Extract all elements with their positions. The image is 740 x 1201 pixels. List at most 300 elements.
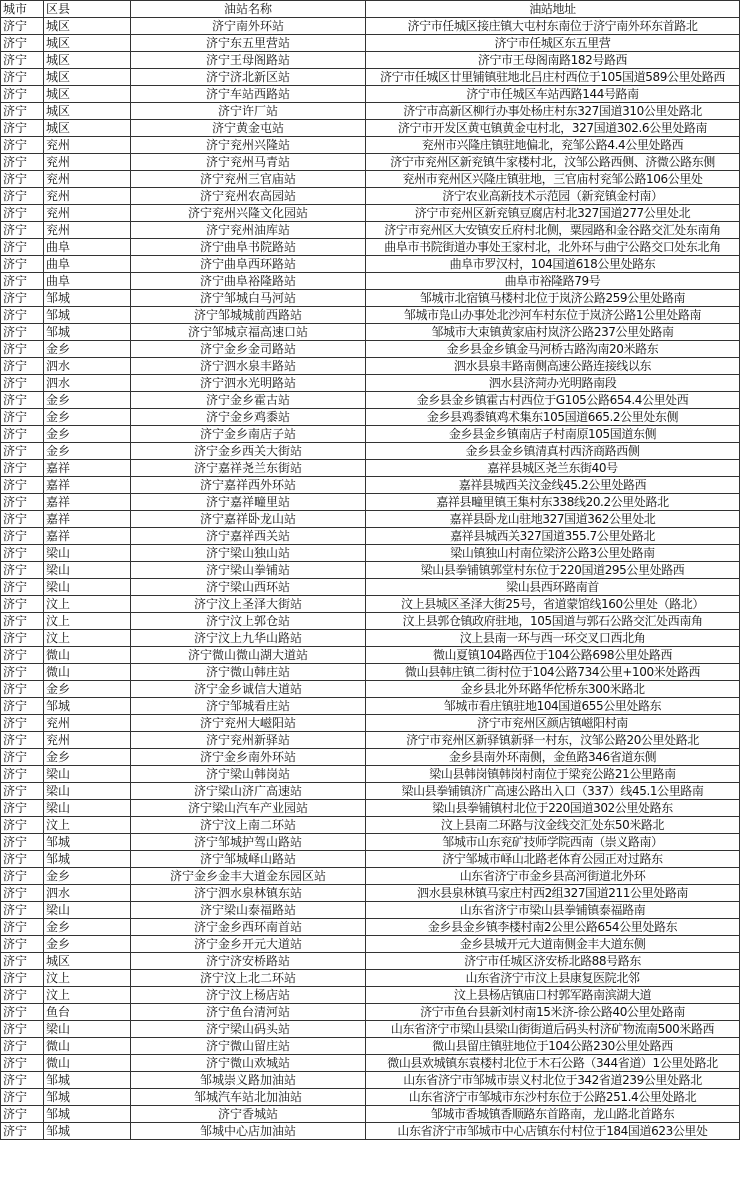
- cell-district: 城区: [44, 103, 131, 120]
- cell-station-address: 山东省济宁市梁山县梁山街街道后码头村济矿物流南500米路西: [366, 1021, 740, 1038]
- table-row: [1, 1021, 740, 1038]
- cell-station-address: 济宁市任城区接庄镇大屯村东南位于济宁南外环东首路北: [366, 18, 740, 35]
- cell-district: 城区: [44, 953, 131, 970]
- cell-city: 济宁: [1, 783, 44, 800]
- cell-city: 济宁: [1, 630, 44, 647]
- cell-district: 曲阜: [44, 273, 131, 290]
- table-row: [1, 579, 740, 596]
- cell-station-name: 济宁嘉祥尧兰东街站: [131, 460, 366, 477]
- cell-district: 微山: [44, 1055, 131, 1072]
- cell-station-name: 济宁邹城看庄站: [131, 698, 366, 715]
- cell-city: 济宁: [1, 120, 44, 137]
- cell-city: 济宁: [1, 732, 44, 749]
- cell-station-address: 金乡县南外环南侧，金鱼路346省道东侧: [366, 749, 740, 766]
- cell-district: 邹城: [44, 307, 131, 324]
- cell-station-name: 济宁邹城护驾山路站: [131, 834, 366, 851]
- cell-city: 济宁: [1, 613, 44, 630]
- table-row: [1, 562, 740, 579]
- cell-city: 济宁: [1, 273, 44, 290]
- cell-station-name: 济宁邹城京福高速口站: [131, 324, 366, 341]
- cell-station-name: 济宁王母阁路站: [131, 52, 366, 69]
- cell-station-name: 济宁微山留庄站: [131, 1038, 366, 1055]
- cell-station-address: 济宁市鱼台县新刘村南15米济-徐公路40公里处路南: [366, 1004, 740, 1021]
- cell-city: 济宁: [1, 562, 44, 579]
- cell-district: 兖州: [44, 188, 131, 205]
- cell-station-name: 济宁梁山韩岗站: [131, 766, 366, 783]
- table-row: [1, 647, 740, 664]
- cell-city: 济宁: [1, 749, 44, 766]
- cell-city: 济宁: [1, 681, 44, 698]
- cell-city: 济宁: [1, 715, 44, 732]
- cell-district: 邹城: [44, 1106, 131, 1123]
- cell-station-name: 济宁梁山泰福路站: [131, 902, 366, 919]
- cell-station-name: 济宁嘉祥西关站: [131, 528, 366, 545]
- cell-station-address: 邹城市看庄镇驻地104国道655公里处路东: [366, 698, 740, 715]
- cell-district: 梁山: [44, 579, 131, 596]
- cell-city: 济宁: [1, 919, 44, 936]
- cell-district: 嘉祥: [44, 460, 131, 477]
- cell-district: 兖州: [44, 137, 131, 154]
- table-row: [1, 885, 740, 902]
- cell-station-name: 邹城中心店加油站: [131, 1123, 366, 1140]
- cell-city: 济宁: [1, 885, 44, 902]
- table-row: [1, 409, 740, 426]
- table-row: [1, 630, 740, 647]
- cell-station-address: 山东省济宁市金乡县高河街道北外环: [366, 868, 740, 885]
- cell-district: 嘉祥: [44, 528, 131, 545]
- table-row: [1, 545, 740, 562]
- cell-station-name: 济宁东五里营站: [131, 35, 366, 52]
- table-row: [1, 987, 740, 1004]
- table-row: [1, 868, 740, 885]
- cell-station-address: 曲阜市罗汉村，104国道618公里处路东: [366, 256, 740, 273]
- cell-station-address: 济宁市兖州区新兖镇豆腐店村北327国道277公里处北: [366, 205, 740, 222]
- table-row: [1, 154, 740, 171]
- table-row: [1, 766, 740, 783]
- cell-station-address: 金乡县金乡镇南店子村南原105国道东侧: [366, 426, 740, 443]
- cell-station-name: 济宁微山欢城站: [131, 1055, 366, 1072]
- cell-station-name: 邹城汽车站北加油站: [131, 1089, 366, 1106]
- cell-station-name: 济宁金乡南外环站: [131, 749, 366, 766]
- cell-district: 兖州: [44, 171, 131, 188]
- cell-station-name: 济宁梁山济广高速站: [131, 783, 366, 800]
- table-row: [1, 239, 740, 256]
- table-row: [1, 596, 740, 613]
- cell-city: 济宁: [1, 35, 44, 52]
- cell-station-address: 济宁市兖州区颜店镇嵫阳村南: [366, 715, 740, 732]
- table-row: [1, 324, 740, 341]
- table-row: [1, 970, 740, 987]
- cell-station-name: 济宁济安桥路站: [131, 953, 366, 970]
- cell-station-address: 汶上县南二环路与汶金线交汇处东50米路北: [366, 817, 740, 834]
- cell-station-address: 济宁市兖州区新兖镇牛家楼村北，汶邹公路西侧、济微公路东侧: [366, 154, 740, 171]
- cell-station-address: 邹城市凫山办事处北沙河车村东位于岚济公路1公里处路南: [366, 307, 740, 324]
- cell-station-name: 济宁鱼台清河站: [131, 1004, 366, 1021]
- cell-district: 汶上: [44, 630, 131, 647]
- table-row: [1, 392, 740, 409]
- table-row: [1, 919, 740, 936]
- table-body: [1, 18, 740, 1140]
- cell-city: 济宁: [1, 341, 44, 358]
- cell-station-name: 济宁邹城白马河站: [131, 290, 366, 307]
- cell-city: 济宁: [1, 494, 44, 511]
- cell-station-name: 济宁黄金屯站: [131, 120, 366, 137]
- table-row: [1, 35, 740, 52]
- cell-station-name: 济宁微山韩庄站: [131, 664, 366, 681]
- cell-city: 济宁: [1, 936, 44, 953]
- table-row: [1, 52, 740, 69]
- table-row: [1, 460, 740, 477]
- cell-station-address: 汶上县郭仓镇政府驻地，105国道与郭石公路交汇处西南角: [366, 613, 740, 630]
- table-row: [1, 1004, 740, 1021]
- cell-station-address: 邹城市北宿镇马楼村北位于岚济公路259公里处路南: [366, 290, 740, 307]
- cell-station-name: 济宁金乡西关大街站: [131, 443, 366, 460]
- cell-station-name: 济宁汶上郭仓站: [131, 613, 366, 630]
- cell-station-name: 济宁济北新区站: [131, 69, 366, 86]
- table-row: [1, 273, 740, 290]
- cell-district: 邹城: [44, 698, 131, 715]
- cell-station-name: 济宁兖州三官庙站: [131, 171, 366, 188]
- cell-city: 济宁: [1, 154, 44, 171]
- cell-city: 济宁: [1, 579, 44, 596]
- cell-district: 汶上: [44, 970, 131, 987]
- cell-station-address: 嘉祥县疃里镇王集村东338线20.2公里处路北: [366, 494, 740, 511]
- cell-station-address: 梁山镇独山村南位梁济公路3公里处路南: [366, 545, 740, 562]
- cell-district: 城区: [44, 120, 131, 137]
- cell-district: 邹城: [44, 1072, 131, 1089]
- cell-district: 汶上: [44, 817, 131, 834]
- cell-station-address: 微山县韩庄镇二街村位于104公路734公里+100米处路西: [366, 664, 740, 681]
- table-row: [1, 936, 740, 953]
- table-row: [1, 902, 740, 919]
- cell-district: 兖州: [44, 715, 131, 732]
- cell-station-name: 济宁微山微山湖大道站: [131, 647, 366, 664]
- cell-station-name: 济宁梁山码头站: [131, 1021, 366, 1038]
- cell-city: 济宁: [1, 1072, 44, 1089]
- cell-city: 济宁: [1, 817, 44, 834]
- cell-station-name: 济宁汶上南二环站: [131, 817, 366, 834]
- cell-district: 城区: [44, 35, 131, 52]
- cell-city: 济宁: [1, 528, 44, 545]
- table-row: [1, 715, 740, 732]
- cell-district: 金乡: [44, 681, 131, 698]
- cell-station-address: 曲阜市裕隆路79号: [366, 273, 740, 290]
- cell-city: 济宁: [1, 1106, 44, 1123]
- table-row: [1, 443, 740, 460]
- cell-station-name: 济宁兖州马青站: [131, 154, 366, 171]
- cell-station-address: 梁山县拳铺镇村北位于220国道302公里处路东: [366, 800, 740, 817]
- cell-station-name: 济宁香城站: [131, 1106, 366, 1123]
- cell-station-address: 山东省济宁市梁山县拳铺镇泰福路南: [366, 902, 740, 919]
- cell-station-name: 济宁梁山拳铺站: [131, 562, 366, 579]
- cell-district: 曲阜: [44, 239, 131, 256]
- cell-city: 济宁: [1, 443, 44, 460]
- cell-city: 济宁: [1, 800, 44, 817]
- table-row: [1, 494, 740, 511]
- cell-district: 金乡: [44, 749, 131, 766]
- cell-station-address: 济宁市任城区济安桥北路88号路东: [366, 953, 740, 970]
- cell-station-address: 济宁农业高新技术示范园（新兖镇金村南）: [366, 188, 740, 205]
- cell-station-name: 济宁曲阜西环路站: [131, 256, 366, 273]
- cell-district: 鱼台: [44, 1004, 131, 1021]
- cell-city: 济宁: [1, 511, 44, 528]
- cell-station-name: 济宁车站西路站: [131, 86, 366, 103]
- table-row: [1, 1072, 740, 1089]
- cell-district: 邹城: [44, 290, 131, 307]
- cell-district: 梁山: [44, 783, 131, 800]
- cell-district: 金乡: [44, 341, 131, 358]
- cell-station-name: 济宁南外环站: [131, 18, 366, 35]
- cell-station-address: 梁山县西环路南首: [366, 579, 740, 596]
- cell-city: 济宁: [1, 868, 44, 885]
- cell-station-name: 济宁梁山独山站: [131, 545, 366, 562]
- table-row: [1, 477, 740, 494]
- cell-district: 嘉祥: [44, 477, 131, 494]
- cell-district: 邹城: [44, 834, 131, 851]
- table-row: [1, 307, 740, 324]
- cell-station-name: 济宁金乡金司路站: [131, 341, 366, 358]
- cell-district: 嘉祥: [44, 511, 131, 528]
- cell-station-address: 济宁市王母阁南路182号路西: [366, 52, 740, 69]
- cell-city: 济宁: [1, 698, 44, 715]
- cell-district: 城区: [44, 52, 131, 69]
- cell-district: 金乡: [44, 919, 131, 936]
- cell-station-name: 济宁兖州兴隆文化园站: [131, 205, 366, 222]
- cell-city: 济宁: [1, 171, 44, 188]
- cell-city: 济宁: [1, 970, 44, 987]
- table-row: [1, 851, 740, 868]
- cell-district: 金乡: [44, 392, 131, 409]
- cell-station-address: 曲阜市书院街道办事处王家村北，北外环与曲宁公路交口处东北角: [366, 239, 740, 256]
- cell-station-address: 济宁市任城区东五里营: [366, 35, 740, 52]
- cell-district: 微山: [44, 664, 131, 681]
- cell-station-name: 济宁金乡西环南首站: [131, 919, 366, 936]
- cell-station-address: 泗水县泉丰路南侧高速公路连接线以东: [366, 358, 740, 375]
- header-city: 城市: [1, 1, 44, 18]
- table-row: [1, 171, 740, 188]
- table-row: [1, 137, 740, 154]
- cell-city: 济宁: [1, 188, 44, 205]
- table-row: [1, 1089, 740, 1106]
- cell-district: 微山: [44, 1038, 131, 1055]
- table-row: [1, 358, 740, 375]
- cell-station-name: 济宁汶上九华山路站: [131, 630, 366, 647]
- cell-station-name: 济宁嘉祥卧龙山站: [131, 511, 366, 528]
- table-row: [1, 613, 740, 630]
- cell-station-address: 济宁邹城市峄山北路老体育公园正对过路东: [366, 851, 740, 868]
- cell-station-name: 济宁兖州农高园站: [131, 188, 366, 205]
- cell-district: 梁山: [44, 800, 131, 817]
- cell-station-name: 济宁金乡诚信大道站: [131, 681, 366, 698]
- table-row: [1, 18, 740, 35]
- cell-city: 济宁: [1, 664, 44, 681]
- cell-station-name: 济宁金乡开元大道站: [131, 936, 366, 953]
- table-row: [1, 800, 740, 817]
- cell-district: 城区: [44, 86, 131, 103]
- cell-district: 邹城: [44, 1089, 131, 1106]
- cell-city: 济宁: [1, 834, 44, 851]
- cell-city: 济宁: [1, 953, 44, 970]
- cell-station-name: 济宁曲阜裕隆路站: [131, 273, 366, 290]
- cell-district: 嘉祥: [44, 494, 131, 511]
- cell-district: 邹城: [44, 324, 131, 341]
- cell-city: 济宁: [1, 290, 44, 307]
- cell-station-name: 济宁金乡金丰大道金东园区站: [131, 868, 366, 885]
- cell-city: 济宁: [1, 103, 44, 120]
- cell-city: 济宁: [1, 205, 44, 222]
- table-row: [1, 188, 740, 205]
- cell-city: 济宁: [1, 137, 44, 154]
- cell-station-name: 济宁汶上杨店站: [131, 987, 366, 1004]
- cell-station-name: 济宁嘉祥西外环站: [131, 477, 366, 494]
- cell-district: 梁山: [44, 902, 131, 919]
- cell-station-address: 邹城市大束镇黄家庙村岚济公路237公里处路南: [366, 324, 740, 341]
- cell-station-address: 济宁市兖州区新驿镇新驿一村东，汶邹公路20公里处路北: [366, 732, 740, 749]
- cell-station-name: 济宁汶上圣泽大街站: [131, 596, 366, 613]
- table-row: [1, 341, 740, 358]
- cell-city: 济宁: [1, 324, 44, 341]
- cell-station-name: 济宁泗水光明路站: [131, 375, 366, 392]
- header-district: 区县: [44, 1, 131, 18]
- cell-station-address: 嘉祥县城区尧兰东街40号: [366, 460, 740, 477]
- cell-station-name: 济宁梁山西环站: [131, 579, 366, 596]
- cell-city: 济宁: [1, 222, 44, 239]
- table-row: [1, 69, 740, 86]
- cell-station-address: 嘉祥县城西关汶金线45.2公里处路西: [366, 477, 740, 494]
- cell-city: 济宁: [1, 1004, 44, 1021]
- cell-city: 济宁: [1, 52, 44, 69]
- table-row: [1, 103, 740, 120]
- cell-station-address: 微山县欢城镇东袁楼村北位于木石公路（344省道）1公里处路北: [366, 1055, 740, 1072]
- cell-district: 梁山: [44, 1021, 131, 1038]
- cell-city: 济宁: [1, 1055, 44, 1072]
- cell-city: 济宁: [1, 409, 44, 426]
- cell-district: 城区: [44, 69, 131, 86]
- table-row: [1, 698, 740, 715]
- cell-district: 汶上: [44, 987, 131, 1004]
- table-row: [1, 681, 740, 698]
- cell-city: 济宁: [1, 375, 44, 392]
- cell-city: 济宁: [1, 1038, 44, 1055]
- cell-city: 济宁: [1, 1021, 44, 1038]
- table-row: [1, 375, 740, 392]
- table-row: [1, 664, 740, 681]
- cell-city: 济宁: [1, 1123, 44, 1140]
- cell-station-address: 济宁市高新区柳行办事处杨庄村东327国道310公里处路北: [366, 103, 740, 120]
- cell-station-address: 金乡县北外环路华佗桥东300米路北: [366, 681, 740, 698]
- cell-city: 济宁: [1, 647, 44, 664]
- cell-district: 微山: [44, 647, 131, 664]
- cell-station-address: 山东省济宁市汶上县康复医院北邻: [366, 970, 740, 987]
- cell-station-name: 邹城崇义路加油站: [131, 1072, 366, 1089]
- cell-station-name: 济宁梁山汽车产业园站: [131, 800, 366, 817]
- cell-station-address: 泗水县泉林镇马家庄村西2组327国道211公里处路南: [366, 885, 740, 902]
- cell-station-address: 山东省济宁市邹城市东沙村东位于公路251.4公里处路北: [366, 1089, 740, 1106]
- cell-station-address: 泗水县济菏办光明路南段: [366, 375, 740, 392]
- table-row: [1, 953, 740, 970]
- cell-station-address: 金乡县金乡镇清真村西济商路西侧: [366, 443, 740, 460]
- cell-district: 金乡: [44, 426, 131, 443]
- cell-district: 邹城: [44, 1123, 131, 1140]
- table-row: [1, 120, 740, 137]
- cell-station-name: 济宁金乡南店子站: [131, 426, 366, 443]
- cell-district: 汶上: [44, 596, 131, 613]
- cell-station-address: 兖州市兴隆庄镇驻地偏北，兖邹公路4.4公里处路西: [366, 137, 740, 154]
- table-row: [1, 222, 740, 239]
- cell-station-name: 济宁许厂站: [131, 103, 366, 120]
- cell-district: 城区: [44, 18, 131, 35]
- cell-station-address: 金乡县金乡镇金马河桥古路沟南20米路东: [366, 341, 740, 358]
- cell-station-name: 济宁曲阜书院路站: [131, 239, 366, 256]
- cell-city: 济宁: [1, 596, 44, 613]
- table-row: [1, 256, 740, 273]
- cell-city: 济宁: [1, 1089, 44, 1106]
- header-station-name: 油站名称: [131, 1, 366, 18]
- cell-district: 曲阜: [44, 256, 131, 273]
- cell-city: 济宁: [1, 477, 44, 494]
- cell-district: 兖州: [44, 205, 131, 222]
- table-row: [1, 834, 740, 851]
- cell-station-name: 济宁金乡鸡黍站: [131, 409, 366, 426]
- cell-station-name: 济宁兖州新驿站: [131, 732, 366, 749]
- cell-city: 济宁: [1, 239, 44, 256]
- cell-station-address: 嘉祥县城西关327国道355.7公里处路北: [366, 528, 740, 545]
- table-row: [1, 1055, 740, 1072]
- cell-station-name: 济宁邹城城前西路站: [131, 307, 366, 324]
- cell-station-address: 山东省济宁市邹城市崇义村北位于342省道239公里处路北: [366, 1072, 740, 1089]
- cell-station-address: 汶上县城区圣泽大街25号，省道蒙馆线160公里处（路北）: [366, 596, 740, 613]
- cell-district: 金乡: [44, 443, 131, 460]
- cell-station-name: 济宁泗水泉丰路站: [131, 358, 366, 375]
- cell-district: 兖州: [44, 732, 131, 749]
- cell-station-address: 梁山县拳铺镇郭堂村东位于220国道295公里处路西: [366, 562, 740, 579]
- cell-district: 泗水: [44, 375, 131, 392]
- cell-district: 梁山: [44, 766, 131, 783]
- table-row: [1, 783, 740, 800]
- cell-station-address: 嘉祥县卧龙山驻地327国道362公里处北: [366, 511, 740, 528]
- table-row: [1, 732, 740, 749]
- cell-station-address: 金乡县金乡镇李楼村南2公里公路654公里处路东: [366, 919, 740, 936]
- cell-station-name: 济宁兖州大嵫阳站: [131, 715, 366, 732]
- cell-city: 济宁: [1, 18, 44, 35]
- cell-district: 金乡: [44, 868, 131, 885]
- table-row: [1, 86, 740, 103]
- cell-station-address: 金乡县城开元大道南侧金丰大道东侧: [366, 936, 740, 953]
- cell-station-address: 兖州市兖州区兴隆庄镇驻地，三官庙村兖邹公路106公里处: [366, 171, 740, 188]
- cell-station-name: 济宁兖州油库站: [131, 222, 366, 239]
- cell-district: 梁山: [44, 545, 131, 562]
- table-row: [1, 426, 740, 443]
- table-row: [1, 290, 740, 307]
- table-row: [1, 1106, 740, 1123]
- cell-station-address: 金乡县鸡黍镇鸡术集东105国道665.2公里处东侧: [366, 409, 740, 426]
- cell-district: 泗水: [44, 358, 131, 375]
- header-station-address: 油站地址: [366, 1, 740, 18]
- cell-city: 济宁: [1, 851, 44, 868]
- cell-station-name: 济宁邹城峄山路站: [131, 851, 366, 868]
- table-row: [1, 817, 740, 834]
- table-row: [1, 1123, 740, 1140]
- cell-city: 济宁: [1, 902, 44, 919]
- cell-station-address: 济宁市兖州区大安镇安丘府村北侧，粟园路和金谷路交汇处东南角: [366, 222, 740, 239]
- cell-station-name: 济宁泗水泉林镇东站: [131, 885, 366, 902]
- table-row: [1, 205, 740, 222]
- cell-station-address: 汶上县南一环与西一环交叉口西北角: [366, 630, 740, 647]
- cell-station-address: 汶上县杨店镇庙口村郭军路南滨湖大道: [366, 987, 740, 1004]
- cell-city: 济宁: [1, 358, 44, 375]
- cell-city: 济宁: [1, 86, 44, 103]
- cell-station-address: 济宁市开发区黄屯镇黄金屯村北，327国道302.6公里处路南: [366, 120, 740, 137]
